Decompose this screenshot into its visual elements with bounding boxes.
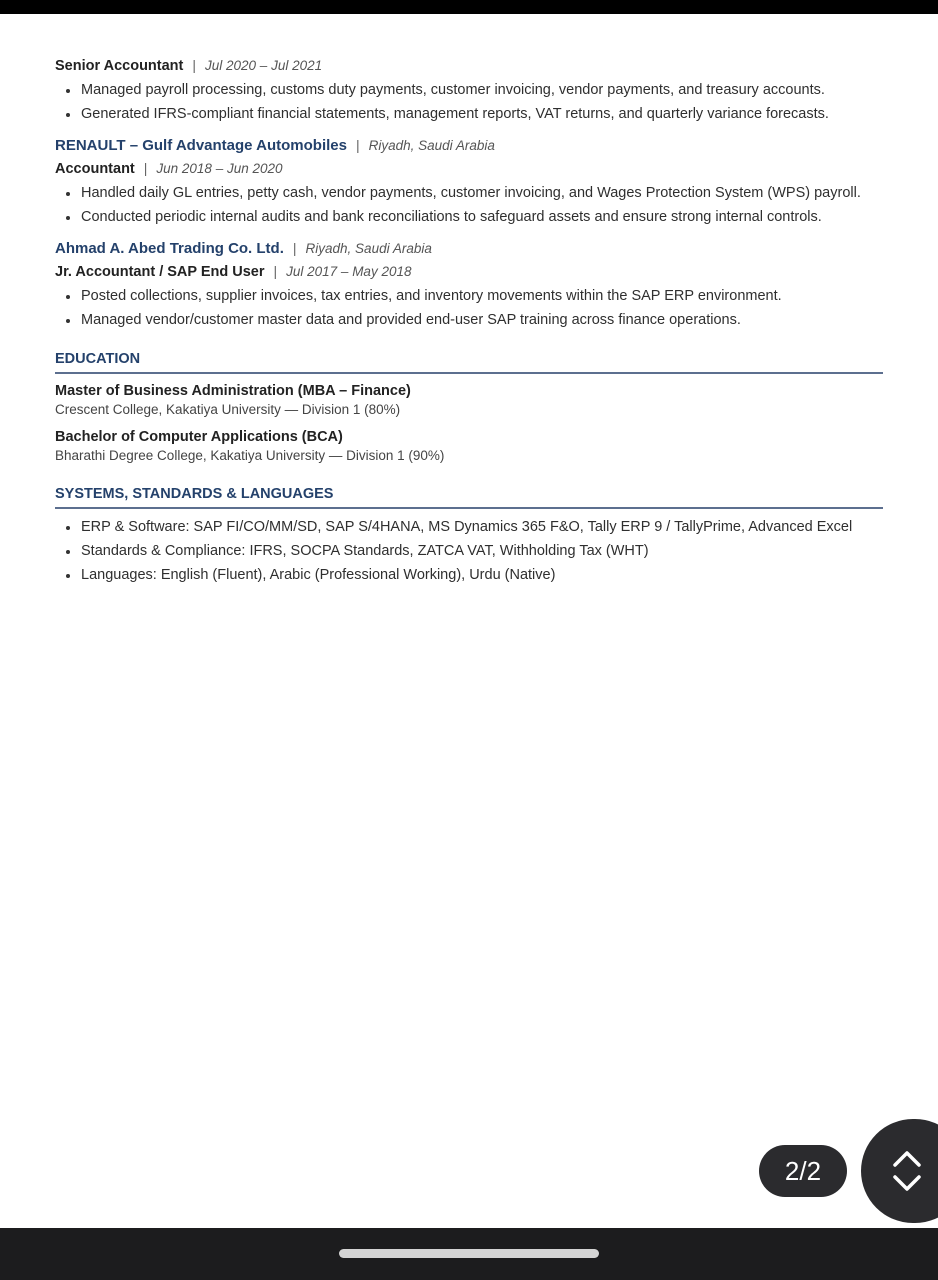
skills-bullets xyxy=(55,515,883,587)
resume-page xyxy=(55,56,883,587)
job-bullets xyxy=(55,78,883,126)
job-ahmad-abed xyxy=(55,239,883,332)
degree-title: Master of Business Administration (MBA – Finance) xyxy=(55,383,411,399)
separator: | xyxy=(273,263,278,279)
job-title-line xyxy=(55,262,883,281)
scroll-toggle-button[interactable] xyxy=(861,1119,938,1223)
status-bar xyxy=(0,0,938,14)
job-title-line xyxy=(55,56,883,75)
home-indicator[interactable] xyxy=(339,1249,599,1258)
skills-section xyxy=(55,485,883,587)
job-title-line xyxy=(55,159,883,178)
bullet-item: Managed vendor/customer master data and provided end-user SAP training across finance operations. xyxy=(55,308,883,332)
company-location: Riyadh, Saudi Arabia xyxy=(368,138,495,153)
section-heading-education: EDUCATION xyxy=(55,350,883,374)
company-line xyxy=(55,239,883,258)
page-indicator: 2/2 xyxy=(759,1145,847,1197)
separator: | xyxy=(143,160,148,176)
section-heading-skills: SYSTEMS, STANDARDS & LANGUAGES xyxy=(55,485,883,509)
bullet-item: ERP & Software: SAP FI/CO/MM/SD, SAP S/4HANA, MS Dynamics 365 F&O, Tally ERP 9 / TallyPrime, Advanced Excel xyxy=(55,515,883,539)
degree-title: Bachelor of Computer Applications (BCA) xyxy=(55,429,343,445)
education-entry xyxy=(55,381,883,419)
separator: | xyxy=(355,137,360,153)
bullet-item: Handled daily GL entries, petty cash, vendor payments, customer invoicing, and Wages Protection System (WPS) payroll. xyxy=(55,181,883,205)
job-bullets xyxy=(55,181,883,229)
bullet-item: Managed payroll processing, customs duty payments, customer invoicing, vendor payments, and treasury accounts. xyxy=(55,78,883,102)
bullet-item: Posted collections, supplier invoices, tax entries, and inventory movements within the SAP ERP environment. xyxy=(55,284,883,308)
school-name: Bharathi Degree College, Kakatiya University — Division 1 (90%) xyxy=(55,448,445,463)
education-section xyxy=(55,350,883,465)
company-line xyxy=(55,136,883,155)
job-bullets xyxy=(55,284,883,332)
job-role: Accountant xyxy=(55,161,135,177)
job-dates: Jun 2018 – Jun 2020 xyxy=(156,161,283,176)
bullet-item: Languages: English (Fluent), Arabic (Professional Working), Urdu (Native) xyxy=(55,563,883,587)
chevron-up-down-icon xyxy=(861,1119,938,1223)
job-renault xyxy=(55,136,883,229)
job-role: Jr. Accountant / SAP End User xyxy=(55,264,265,280)
company-location: Riyadh, Saudi Arabia xyxy=(305,241,432,256)
school-name: Crescent College, Kakatiya University — Division 1 (80%) xyxy=(55,402,401,417)
separator: | xyxy=(192,57,197,73)
company-name: Ahmad A. Abed Trading Co. Ltd. xyxy=(55,240,284,257)
job-senior-accountant xyxy=(55,56,883,126)
education-entry xyxy=(55,427,883,465)
job-role: Senior Accountant xyxy=(55,58,184,74)
company-name: RENAULT – Gulf Advantage Automobiles xyxy=(55,137,347,154)
bullet-item: Generated IFRS-compliant financial statements, management reports, VAT returns, and quarterly variance forecasts. xyxy=(55,102,883,126)
separator: | xyxy=(292,240,297,256)
bullet-item: Standards & Compliance: IFRS, SOCPA Standards, ZATCA VAT, Withholding Tax (WHT) xyxy=(55,539,883,563)
job-dates: Jul 2020 – Jul 2021 xyxy=(205,58,323,73)
job-dates: Jul 2017 – May 2018 xyxy=(286,264,412,279)
bullet-item: Conducted periodic internal audits and bank reconciliations to safeguard assets and ensure strong internal controls. xyxy=(55,205,883,229)
